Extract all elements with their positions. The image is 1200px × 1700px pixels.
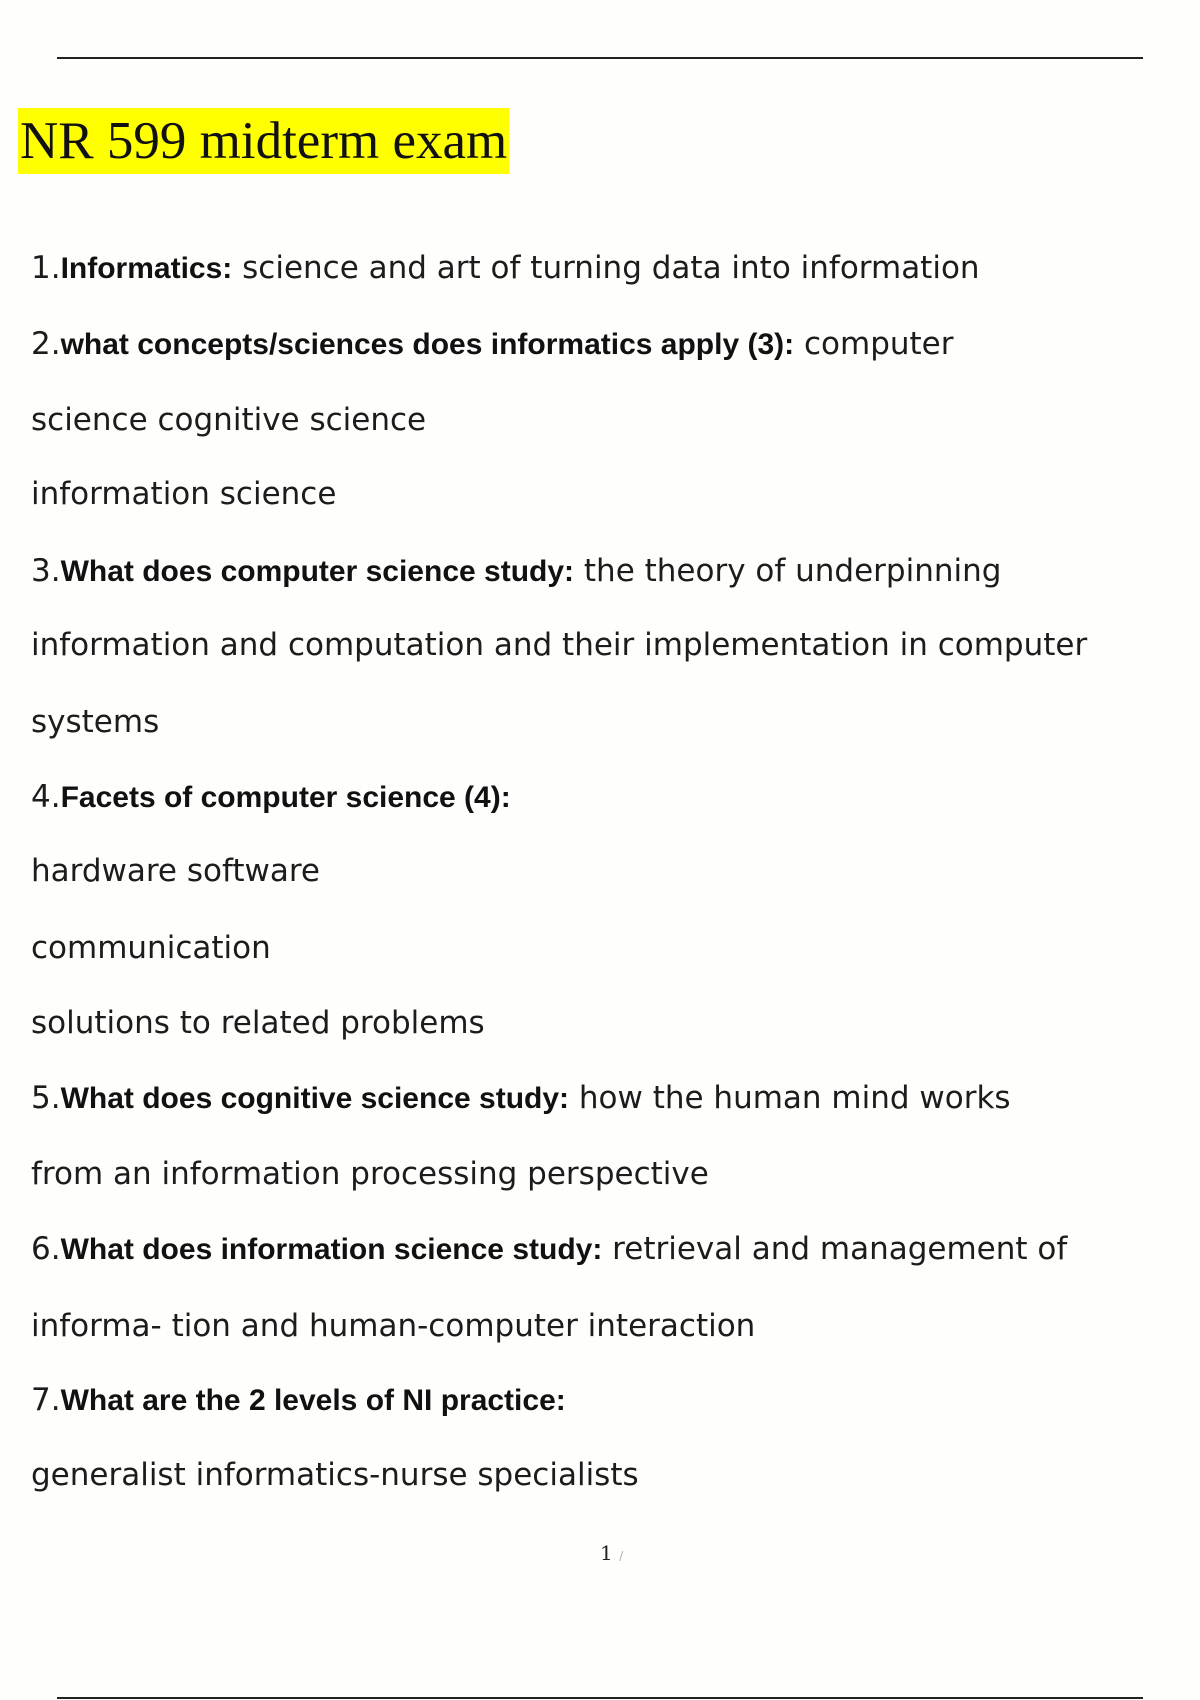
bottom-rule — [57, 1697, 1143, 1699]
item-answer: science and art of turning data into information — [232, 250, 980, 286]
list-item — [31, 248, 980, 289]
item-term: Facets of computer science (4): — [60, 781, 511, 814]
answer-line: hardware software — [31, 853, 320, 889]
list-item — [31, 551, 1001, 592]
answer-line: systems — [31, 704, 160, 740]
page-number-value: 1 — [600, 1541, 613, 1565]
item-term: What does information science study: — [60, 1233, 603, 1266]
item-term: What does cognitive science study: — [60, 1082, 570, 1115]
item-term: Informatics: — [60, 252, 233, 285]
answer-line: science cognitive science — [31, 402, 427, 438]
item-number: 3. — [31, 553, 61, 589]
list-item — [31, 1078, 1011, 1119]
list-item — [31, 1380, 566, 1421]
answer-line: generalist informatics-nurse specialists — [31, 1457, 639, 1493]
answer-line: from an information processing perspective — [31, 1156, 709, 1192]
list-item — [31, 324, 954, 365]
item-number: 7. — [31, 1382, 61, 1418]
item-answer: how the human mind works — [569, 1080, 1011, 1116]
item-number: 5. — [31, 1080, 61, 1116]
item-number: 2. — [31, 326, 61, 362]
item-answer: retrieval and management of — [602, 1231, 1068, 1267]
item-number: 1. — [31, 250, 61, 286]
answer-line: informa- tion and human-computer interaction — [31, 1308, 756, 1344]
list-item — [31, 1229, 1067, 1270]
item-term: What are the 2 levels of NI practice: — [60, 1384, 566, 1417]
item-answer: the theory of underpinning — [574, 553, 1002, 589]
item-term: What does computer science study: — [60, 555, 575, 588]
item-answer: computer — [794, 326, 954, 362]
item-term: what concepts/sciences does informatics apply (3): — [60, 328, 795, 361]
document-title: NR 599 midterm exam — [18, 108, 509, 174]
item-number: 4. — [31, 779, 61, 815]
answer-line: information and computation and their implementation in computer — [31, 627, 1088, 663]
page-number-suffix: / — [619, 1549, 624, 1563]
answer-line: solutions to related problems — [31, 1005, 485, 1041]
answer-line: communication — [31, 930, 271, 966]
page-number — [600, 1540, 623, 1569]
list-item — [31, 777, 511, 818]
item-number: 6. — [31, 1231, 61, 1267]
answer-line: information science — [31, 476, 337, 512]
top-rule — [57, 57, 1143, 59]
